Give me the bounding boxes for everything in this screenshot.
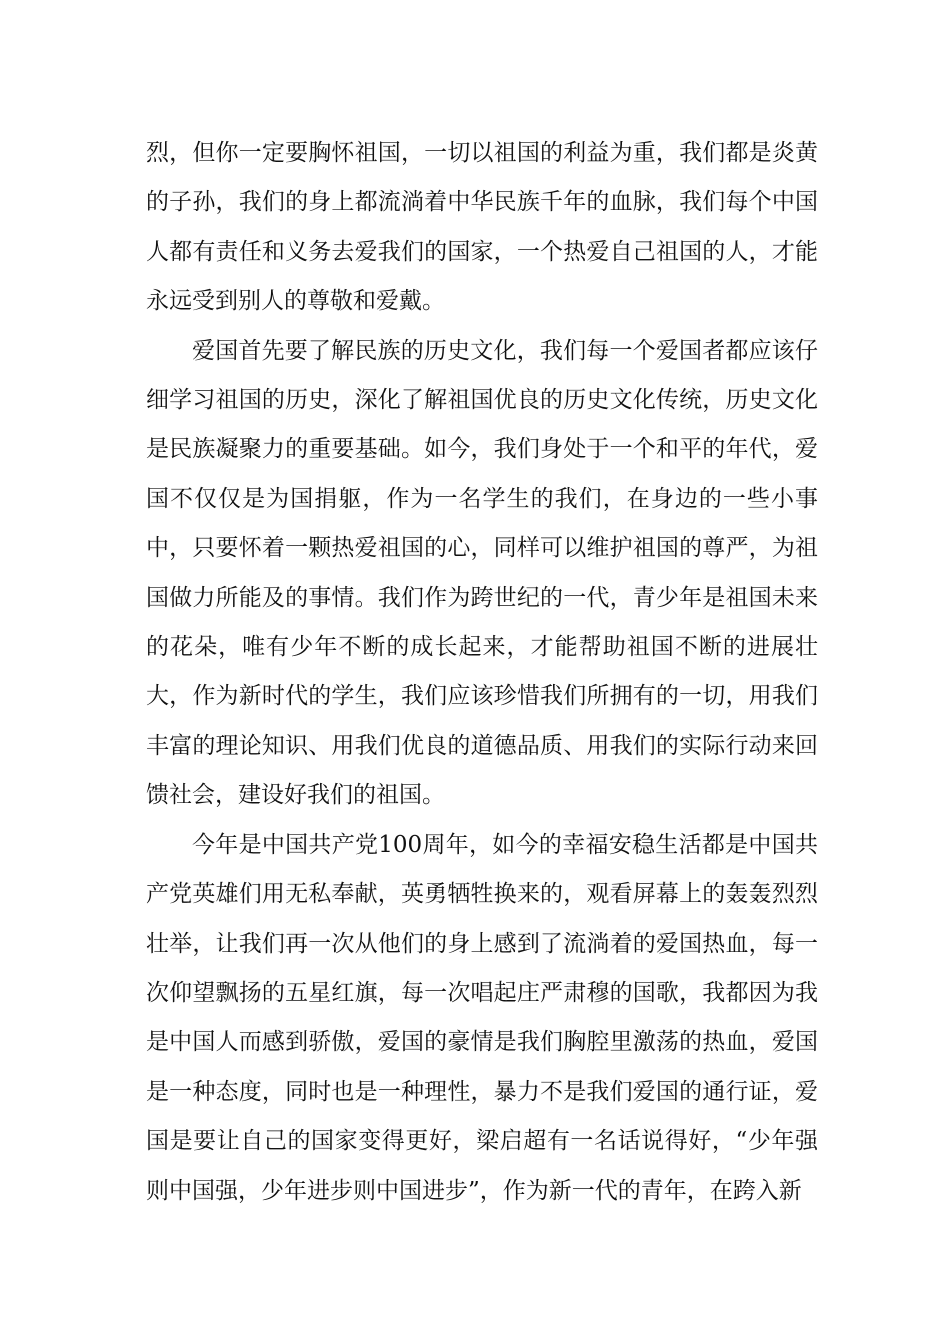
- document-body: [146, 129, 818, 1216]
- paragraph-party-centenary: 今年是中国共产党100周年，如今的幸福安稳生活都是中国共产党英雄们用无私奉献，英勇牺牲换来的，观看屏幕上的轰轰烈烈壮举，让我们再一次从他们的身上感到了流淌着的爱国热血，每一次仰望飘扬的五星红旗，每一次唱起庄严肃穆的国歌，我都因为我是中国人而感到骄傲，爱国的豪情是我们胸腔里激荡的热血，爱国是一种态度，同时也是一种理性，暴力不是我们爱国的通行证，爱国是要让自己的国家变得更好，梁启超有一名话说得好，“少年强则中国强，少年进步则中国进步”，作为新一代的青年，在跨入新: [146, 831, 818, 1204]
- paragraph-history-culture: 爱国首先要了解民族的历史文化，我们每一个爱国者都应该仔细学习祖国的历史，深化了解祖国优良的历史文化传统，历史文化是民族凝聚力的重要基础。如今，我们身处于一个和平的年代，爱国不仅仅是为国捐躯，作为一名学生的我们，在身边的一些小事中，只要怀着一颗热爱祖国的心，同样可以维护祖国的尊严，为祖国做力所能及的事情。我们作为跨世纪的一代，青少年是祖国未来的花朵，唯有少年不断的成长起来，才能帮助祖国不断的进展壮大，作为新时代的学生，我们应该珍惜我们所拥有的一切，用我们丰富的理论知识、用我们优良的道德品质、用我们的实际行动来回馈社会，建设好我们的祖国。: [146, 337, 818, 809]
- paragraph-continuation: 烈，但你一定要胸怀祖国，一切以祖国的利益为重，我们都是炎黄的子孙，我们的身上都流淌着中华民族千年的血脉，我们每个中国人都有责任和义务去爱我们的国家，一个热爱自己祖国的人，才能永远受到别人的尊敬和爱戴。: [146, 140, 818, 315]
